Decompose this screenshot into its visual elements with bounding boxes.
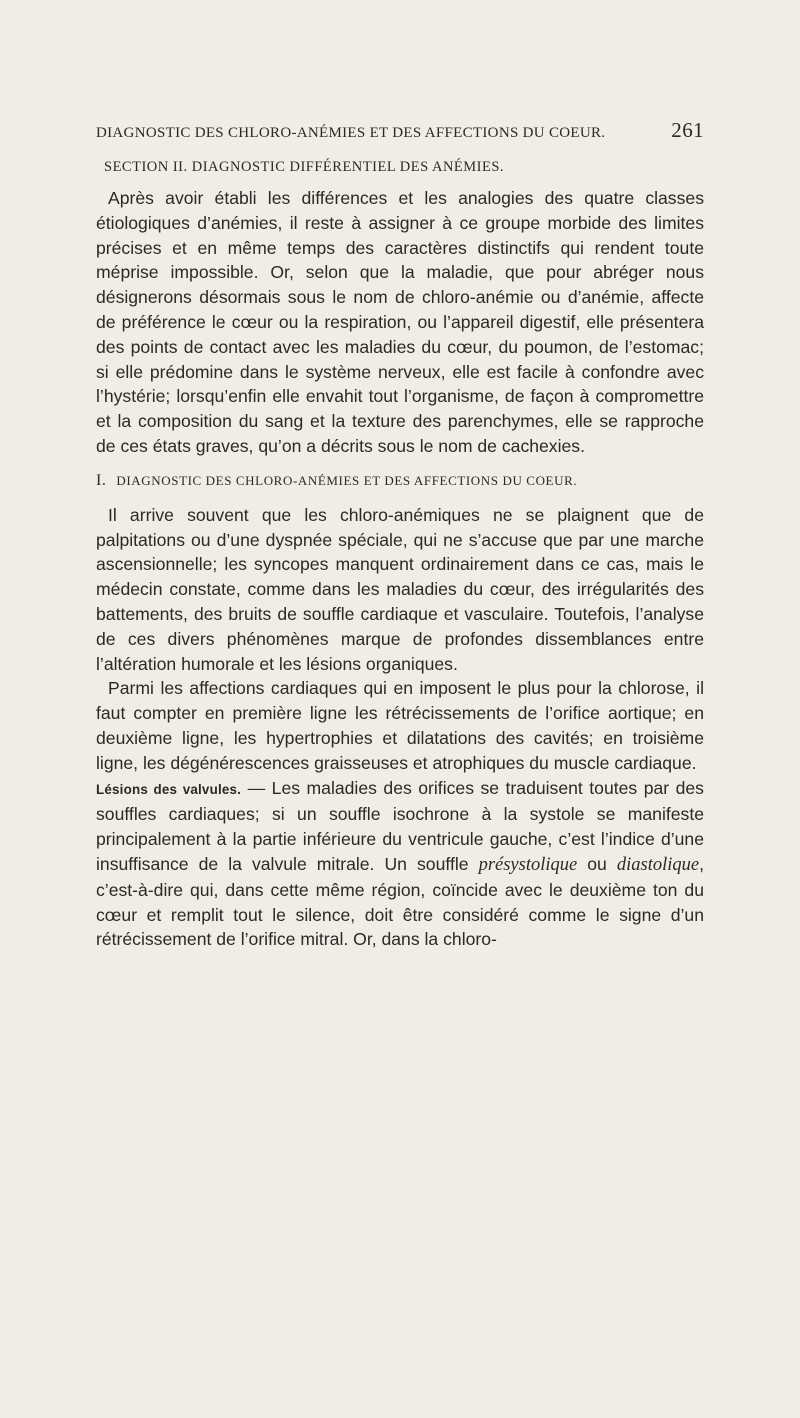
subsection-paragraph-2: Parmi les affections cardiaques qui en imposent le plus pour la chlorose, il faut compter en première ligne les rétrécissements de l’orifice aortique; en deuxième ligne, les hypertrophies et dilatations des cavités; en troisième ligne, les dégénérescences graisseuses et atrophiques du muscle cardiaque. — [96, 678, 704, 773]
page-number: 261 — [671, 118, 704, 142]
paragraph-3-part-a: — Les maladies des orifices se traduisent toutes par des souffles cardiaques; si un souffle isochrone à la systole se manifeste principalement à la partie inférieure du ventricule gauche, c’est l’indice d’une insuffisance de la valvule mitrale. Un souffle — [96, 777, 704, 874]
subsection-number: I. — [96, 471, 107, 489]
subsection-paragraph-1: Il arrive souvent que les chloro-anémiques ne se plaignent que de palpitations ou d’une dyspnée spéciale, qui ne s’accuse que par une marche ascensionnelle; les syncopes manquent ordinairement dans ce cas, mais le médecin constate, comme dans les maladies du cœur, des irrégularités des battements, des bruits de souffle cardiaque et vasculaire. Toutefois, l’analyse de ces divers phénomènes marque de profondes dissemblances entre l’altération humorale et les lésions organiques. — [96, 504, 704, 674]
paragraph-3-part-b: ou — [577, 853, 617, 874]
italic-term-diastolique: diastolique — [616, 854, 700, 875]
section-paragraph: Après avoir établi les différences et les analogies des quatre classes étiologiques d’anémies, il reste à assigner à ce groupe morbide des limites précises et en même temps des caractères distinctifs qui rendent toute méprise impossible. Or, selon que la maladie, que pour abréger nous désignerons désormais sous le nom de chloro-anémie ou d’anémie, affecte de préférence le cœur ou la respiration, ou l’appareil digestif, elle présentera des points de contact avec les maladies du cœur, du poumon, de l’estomac; si elle prédomine dans le système nerveux, elle est facile à confondre avec l’hystérie; lorsqu’enfin elle envahit tout l’organisme, de façon à compromettre et la composition du sang et la texture des parenchymes, elle se rapproche de ces états graves, qu’on a décrits sous le nom de cachexies. — [96, 188, 704, 456]
subsection-heading — [96, 472, 704, 490]
italic-term-presystolique: présystolique — [478, 854, 578, 875]
running-head — [96, 118, 704, 143]
side-label: Lésions des valvules. — [96, 781, 242, 797]
subsection-title: DIAGNOSTIC DES CHLORO-ANÉMIES ET DES AFFECTIONS DU COEUR. — [116, 472, 578, 488]
paragraph-3-part-c: , c’est-à-dire qui, dans cette même région, coïncide avec le deuxième ton du cœur et remplit tout le silence, doit être considéré comme le signe d’un rétrécissement de l’orifice mitral. Or, dans la chloro- — [96, 853, 704, 950]
section-heading: SECTION II. DIAGNOSTIC DIFFÉRENTIEL DES ANÉMIES. — [104, 159, 505, 175]
book-page — [96, 118, 704, 952]
subsection-paragraph-3 — [96, 776, 704, 953]
running-title: DIAGNOSTIC DES CHLORO-ANÉMIES ET DES AFFECTIONS DU COEUR. — [96, 125, 606, 141]
